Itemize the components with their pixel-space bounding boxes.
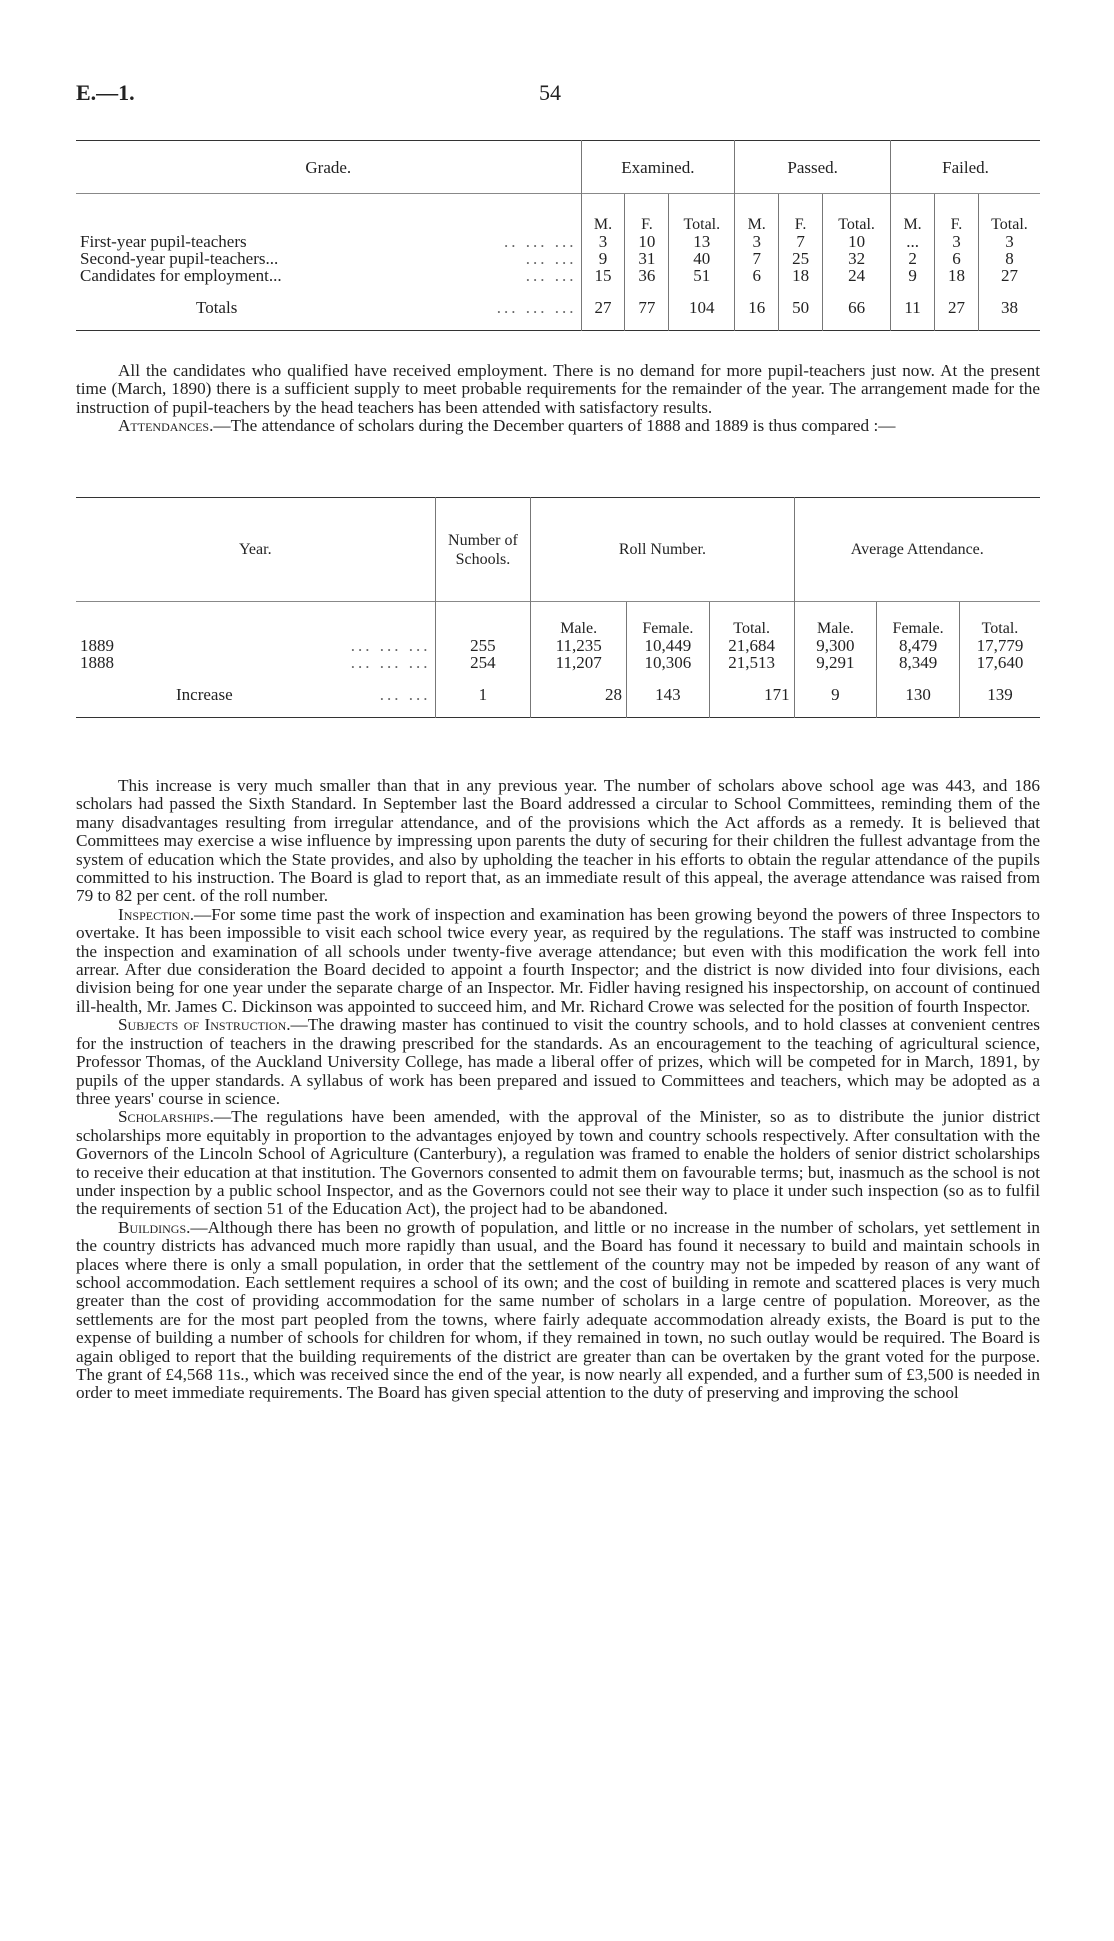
cell: 104 <box>669 284 735 331</box>
cell: 17,779 <box>959 637 1040 654</box>
examined-header: Examined. <box>581 141 735 194</box>
totals-row <box>76 284 1040 331</box>
increase-label: Increase <box>176 684 233 704</box>
paragraph-text: —Although there has been no growth of population, and little or no increase in the number of scholars, yet settlement in the country districts has advanced much more rapidly than usual, and the Board has found it necessary to build and maintain schools in places where there is only a small population, in order that the settlement of the country may not be impeded by reason of any want of school accommodation. Each settlement requires a school of its own; and the cost of building in remote and scattered places is very much greater than the cost of providing accommodation for the same number of scholars in a large centre of population. Moreover, as the settlements are for the most part peopled from the towns, where fairly adequate accommodation already exists, the Board is put to the expense of building a number of schools for children for whom, if they remained in town, no such outlay would be required. The Board is again obliged to report that the building requirements of the district are greater than can be overtaken by the grant voted for the purpose. The grant of £4,568 11s., which was received since the end of the year, is now nearly all expended, and a further sum of £3,500 is needed in order to meet immediate requirements. The Board has given special attention to the duty of preserving and improving the school <box>76 1217 1040 1403</box>
paragraph <box>76 1108 1040 1218</box>
cell: 11 <box>891 284 935 331</box>
sub-header: F. <box>779 194 823 234</box>
cell: 13 <box>669 233 735 250</box>
page-header <box>76 80 1040 110</box>
table-row <box>76 654 1040 671</box>
table-row <box>76 250 1040 267</box>
cell: 36 <box>625 267 669 284</box>
cell: 31 <box>625 250 669 267</box>
average-attendance-header: Average Attendance. <box>794 498 1040 602</box>
cell: 11,235 <box>531 637 627 654</box>
failed-header: Failed. <box>891 141 1040 194</box>
section-heading: Buildings. <box>118 1217 191 1237</box>
cell: 66 <box>823 284 891 331</box>
leader-dots: ... ... ... <box>350 636 431 655</box>
row-label: Candidates for employment... <box>80 266 282 285</box>
totals-label: Totals <box>196 297 238 317</box>
cell: 8,479 <box>877 637 960 654</box>
increase-row <box>76 671 1040 718</box>
sub-header: Total. <box>823 194 891 234</box>
cell: 10,306 <box>627 654 710 671</box>
paragraph: All the candidates who qualified have received employment. There is no demand for more pupil-teachers just now. At the present time (March, 1890) there is a sufficient supply to meet probable requirements for the remainder of the year. The arrangement made for the instruction of pupil-teachers by the head teachers has been attended with satisfactory results. <box>76 361 1040 417</box>
sub-header: M. <box>735 194 779 234</box>
sub-header: F. <box>935 194 979 234</box>
section-heading: Scholarships. <box>118 1107 214 1127</box>
cell: 3 <box>735 233 779 250</box>
row-label: First-year pupil-teachers <box>80 232 247 251</box>
section-heading: Attendances. <box>118 416 214 436</box>
cell: 17,640 <box>959 654 1040 671</box>
cell: 51 <box>669 267 735 284</box>
cell: 21,513 <box>709 654 794 671</box>
paragraph-text: —The regulations have been amended, with the approval of the Minister, so as to distribute the junior district scholarships more equitably in proportion to the advantages enjoyed by town and country schools respectively. After consultation with the Governors of the Lincoln School of Agriculture (Canterbury), a regulation was framed to enable the holders of senior district scholarships to receive their education at that institution. The Governors consented to admit them on favourable terms; but, inasmuch as the school is not under inspection by a public school Inspector, and as the Governors could not see their way to place it under such inspection (so as to fulfil the requirements of section 51 of the Education Act), the project had to be abandoned. <box>76 1107 1040 1219</box>
paragraph <box>76 417 1040 435</box>
paragraph-text: —The drawing master has continued to visit the country schools, and to hold classes at convenient centres for the instruction of teachers in the drawing prescribed for the standards. As an encouragement to the teaching of agricultural science, Professor Thomas, of the Auckland University College, has made a liberal offer of prizes, which will be competed for in March, 1891, by pupils of the upper standards. A syllabus of work has been prepared and issued to Committees and teachers, which may be adopted as a three years' course in science. <box>76 1015 1040 1108</box>
page-number: 54 <box>539 80 561 105</box>
cell: 9,291 <box>794 654 877 671</box>
sub-header: Total. <box>669 194 735 234</box>
sub-header: Total. <box>959 602 1040 638</box>
cell: 143 <box>627 671 710 718</box>
cell: 10 <box>823 233 891 250</box>
cell: 8,349 <box>877 654 960 671</box>
cell: 7 <box>735 250 779 267</box>
cell: 10,449 <box>627 637 710 654</box>
attendance-table <box>76 497 1040 718</box>
cell: 21,684 <box>709 637 794 654</box>
leader-dots: ... ... <box>525 266 577 285</box>
pupil-teacher-exam-table <box>76 140 1040 331</box>
subheader-row <box>76 602 1040 638</box>
cell: 9,300 <box>794 637 877 654</box>
leader-dots: ... ... ... <box>350 653 431 672</box>
cell: 18 <box>779 267 823 284</box>
schools-header: Number of Schools. <box>435 498 531 602</box>
cell: 27 <box>978 267 1040 284</box>
leader-dots: ... ... ... <box>496 297 577 317</box>
cell: 255 <box>435 637 531 654</box>
cell: 77 <box>625 284 669 331</box>
cell: 24 <box>823 267 891 284</box>
cell: 6 <box>935 250 979 267</box>
sub-header: Male. <box>794 602 877 638</box>
paragraph <box>76 1219 1040 1403</box>
body-text-2 <box>76 777 1040 1403</box>
cell: 28 <box>531 671 627 718</box>
sub-header: M. <box>891 194 935 234</box>
paragraph <box>76 906 1040 1016</box>
passed-header: Passed. <box>735 141 891 194</box>
year-header: Year. <box>238 541 272 558</box>
table-row <box>76 233 1040 250</box>
cell: 6 <box>735 267 779 284</box>
sub-header: Female. <box>877 602 960 638</box>
document-code: E.—1. <box>76 80 135 105</box>
sub-header: F. <box>625 194 669 234</box>
leader-dots: .. ... ... <box>504 232 577 251</box>
paragraph: This increase is very much smaller than that in any previous year. The number of scholars above school age was 443, and 186 scholars had passed the Sixth Standard. In September last the Board addressed a circular to School Committees, reminding them of the many disadvantages resulting from irregular attendance, and of the provisions which the Act affords as a remedy. It is believed that Committees may exercise a wise influence by impressing upon parents the duty of securing for their children the fullest advantage from the system of education which the State provides, and also by upholding the teacher in his efforts to obtain the regular attendance of the pupils committed to his instruction. The Board is glad to report that, as an immediate result of this appeal, the average attendance was raised from 79 to 82 per cent. of the roll number. <box>76 776 1040 906</box>
sub-header: Total. <box>709 602 794 638</box>
subheader-row <box>76 194 1040 234</box>
cell: 11,207 <box>531 654 627 671</box>
cell: 25 <box>779 250 823 267</box>
leader-dots: ... ... <box>379 684 431 704</box>
cell: 40 <box>669 250 735 267</box>
cell: 171 <box>709 671 794 718</box>
cell: 3 <box>978 233 1040 250</box>
year-label: 1888 <box>80 653 114 672</box>
cell: ... <box>891 233 935 250</box>
cell: 7 <box>779 233 823 250</box>
cell: 1 <box>435 671 531 718</box>
sub-header: Total. <box>978 194 1040 234</box>
roll-number-header: Roll Number. <box>531 498 794 602</box>
cell: 3 <box>581 233 625 250</box>
table-row <box>76 267 1040 284</box>
cell: 9 <box>794 671 877 718</box>
paragraph-text: —The attendance of scholars during the December quarters of 1888 and 1889 is thus compared :— <box>213 416 896 436</box>
cell: 27 <box>935 284 979 331</box>
year-label: 1889 <box>80 636 114 655</box>
cell: 15 <box>581 267 625 284</box>
row-label: Second-year pupil-teachers... <box>80 249 279 268</box>
body-text-1 <box>76 362 1040 436</box>
cell: 10 <box>625 233 669 250</box>
grade-header: Grade. <box>305 157 352 177</box>
cell: 16 <box>735 284 779 331</box>
paragraph <box>76 1016 1040 1108</box>
cell: 38 <box>978 284 1040 331</box>
table-row <box>76 637 1040 654</box>
leader-dots: ... ... <box>525 249 577 268</box>
cell: 9 <box>581 250 625 267</box>
cell: 9 <box>891 267 935 284</box>
cell: 139 <box>959 671 1040 718</box>
cell: 27 <box>581 284 625 331</box>
sub-header: Male. <box>531 602 627 638</box>
cell: 50 <box>779 284 823 331</box>
sub-header: M. <box>581 194 625 234</box>
cell: 3 <box>935 233 979 250</box>
cell: 2 <box>891 250 935 267</box>
cell: 18 <box>935 267 979 284</box>
cell: 8 <box>978 250 1040 267</box>
section-heading: Subjects of Instruction. <box>118 1015 291 1035</box>
section-heading: Inspection. <box>118 904 195 924</box>
cell: 130 <box>877 671 960 718</box>
paragraph-text: —For some time past the work of inspection and examination has been growing beyond the powers of three Inspectors to overtake. It has been impossible to visit each school twice every year, as required by the regulations. The staff was instructed to combine the inspection and examination of all schools under twenty-five average attendance; but even with this modification the work fell into arrear. After due consideration the Board decided to appoint a fourth Inspector; and the district is now divided into four divisions, each division being for one year under the separate charge of an Inspector. Mr. Fidler having resigned his inspectorship, on account of continued ill-health, Mr. James C. Dickinson was appointed to succeed him, and Mr. Richard Crowe was selected for the position of fourth Inspector. <box>76 904 1040 1016</box>
cell: 32 <box>823 250 891 267</box>
sub-header: Female. <box>627 602 710 638</box>
cell: 254 <box>435 654 531 671</box>
